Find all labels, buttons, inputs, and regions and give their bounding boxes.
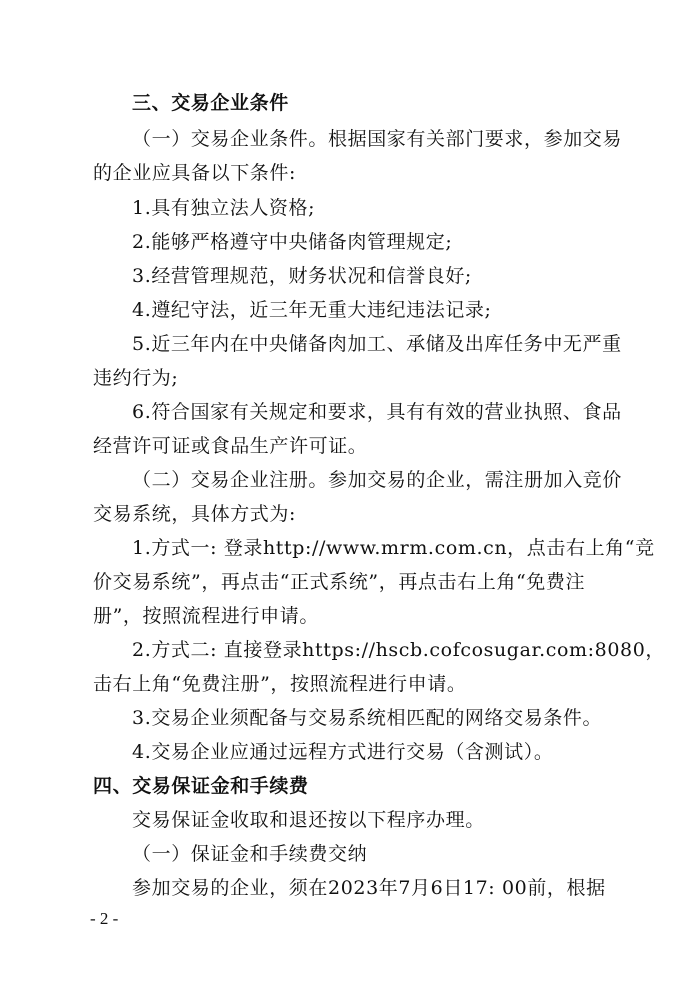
list-item: 3.经营管理规范，财务状况和信誉良好;: [132, 265, 472, 287]
paragraph-line: 交易保证金收取和退还按以下程序办理。: [132, 809, 485, 831]
list-item-continuation: 册”，按照流程进行申请。: [93, 605, 319, 627]
list-item: 6.符合国家有关规定和要求，具有有效的营业执照、食品: [132, 401, 622, 423]
paragraph-line: 交易系统，具体方式为:: [93, 503, 297, 525]
list-item: 3.交易企业须配备与交易系统相匹配的网络交易条件。: [132, 707, 603, 729]
paragraph-line: 的企业应具备以下条件:: [93, 162, 297, 184]
page-number: - 2 -: [90, 909, 119, 928]
section-heading-deposit-and-fees: 四、交易保证金和手续费: [93, 775, 309, 797]
section-heading-trading-enterprise-conditions: 三、交易企业条件: [132, 92, 289, 114]
subsection-heading: （一）保证金和手续费交纳: [132, 843, 368, 865]
list-item: 4.遵纪守法，近三年无重大违纪违法记录;: [132, 299, 492, 321]
list-item: 1.具有独立法人资格;: [132, 197, 316, 219]
paragraph-line: 参加交易的企业，须在2023年7月6日17: 00前，根据: [132, 877, 606, 899]
list-item-continuation: 经营许可证或食品生产许可证。: [93, 435, 368, 457]
list-item: 4.交易企业应通过远程方式进行交易（含测试）。: [132, 741, 554, 763]
paragraph-line: （一）交易企业条件。根据国家有关部门要求，参加交易: [132, 128, 623, 150]
list-item: 5.近三年内在中央储备肉加工、承储及出库任务中无严重: [132, 333, 622, 355]
list-item: 2.能够严格遵守中央储备肉管理规定;: [132, 231, 453, 253]
list-item-continuation: 击右上角“免费注册”，按照流程进行申请。: [93, 673, 467, 695]
paragraph-line: （二）交易企业注册。参加交易的企业，需注册加入竞价: [132, 469, 623, 491]
list-item-continuation: 违约行为;: [93, 367, 179, 389]
list-item: 2.方式二: 直接登录https://hscb.cofcosugar.com:8080，: [132, 639, 665, 661]
list-item-continuation: 价交易系统”，再点击“正式系统”，再点击右上角“免费注: [93, 571, 586, 593]
list-item: 1.方式一: 登录http://www.mrm.com.cn，点击右上角“竞: [132, 537, 655, 559]
